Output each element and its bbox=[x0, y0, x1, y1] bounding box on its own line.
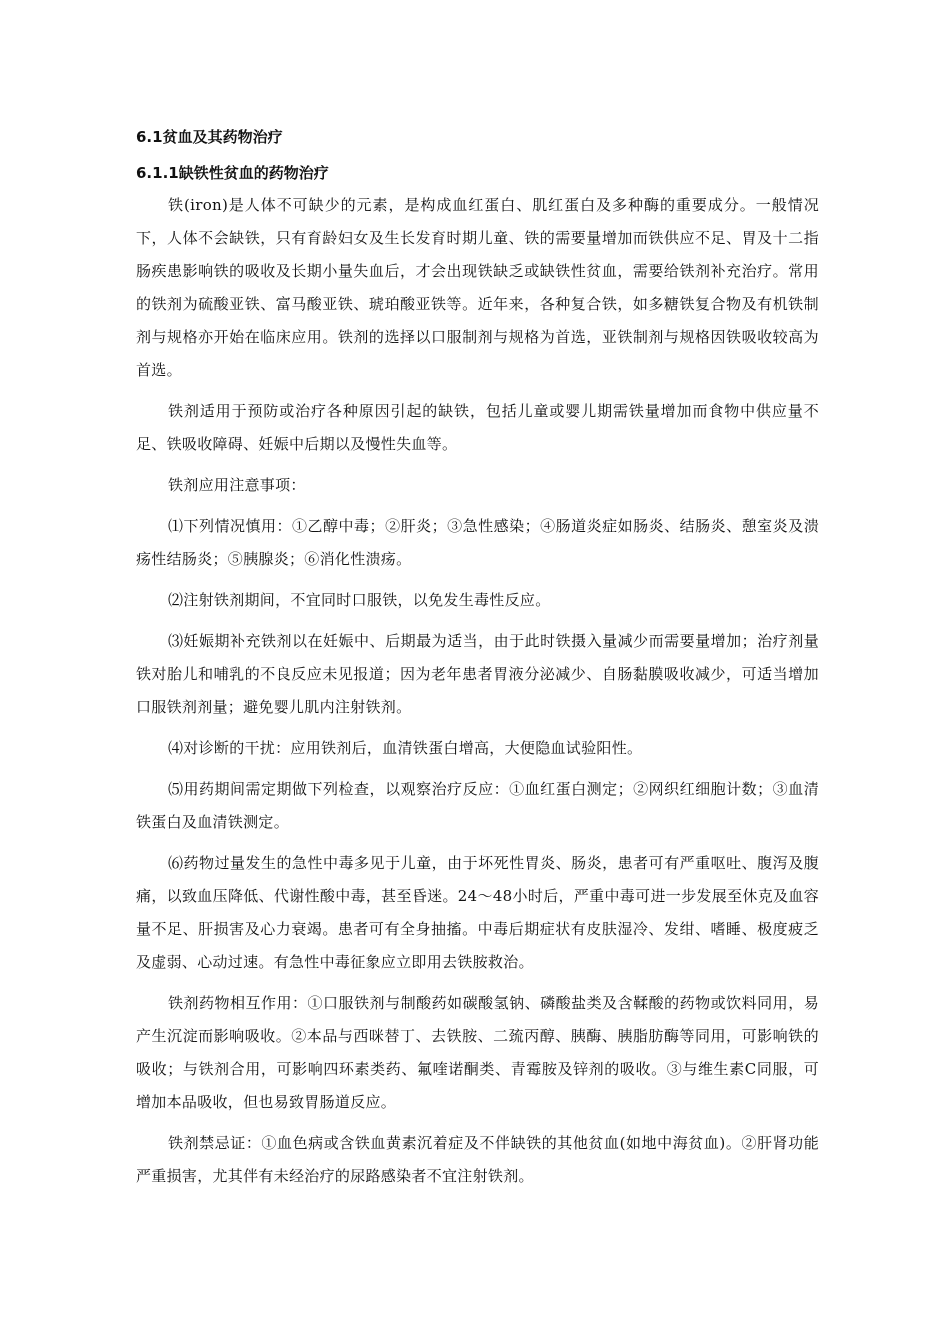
paragraph-precaution-1: ⑴下列情况慎用：①乙醇中毒；②肝炎；③急性感染；④肠道炎症如肠炎、结肠炎、憩室炎及溃疡性结肠炎；⑤胰腺炎；⑥消化性溃疡。 bbox=[136, 517, 819, 568]
paragraph-indications: 铁剂适用于预防或治疗各种原因引起的缺铁，包括儿童或婴儿期需铁量增加而食物中供应量不足、铁吸收障碍、妊娠中后期以及慢性失血等。 bbox=[136, 402, 819, 453]
paragraph-interactions: 铁剂药物相互作用：①口服铁剂与制酸药如碳酸氢钠、磷酸盐类及含鞣酸的药物或饮料同用，易产生沉淀而影响吸收。②本品与西咪替丁、去铁胺、二巯丙醇、胰酶、胰脂肪酶等同用，可影响铁的吸收；与铁剂合用，可影响四环素类药、氟喹诺酮类、青霉胺及锌剂的吸收。③与维生素C同服，可增加本品吸收，但也易致胃肠道反应。 bbox=[136, 994, 819, 1111]
paragraph-precaution-4: ⑷对诊断的干扰：应用铁剂后，血清铁蛋白增高，大便隐血试验阳性。 bbox=[168, 739, 643, 757]
paragraph-precaution-3: ⑶妊娠期补充铁剂以在妊娠中、后期最为适当，由于此时铁摄入量减少而需要量增加；治疗剂量铁对胎儿和哺乳的不良反应未见报道；因为老年患者胃液分泌减少、自肠黏膜吸收减少，可适当增加口服铁剂剂量；避免婴儿肌内注射铁剂。 bbox=[136, 632, 819, 716]
paragraph-precautions-title: 铁剂应用注意事项： bbox=[168, 476, 306, 494]
section-heading: 6.1贫血及其药物治疗 bbox=[136, 128, 283, 146]
subsection-heading: 6.1.1缺铁性贫血的药物治疗 bbox=[136, 164, 329, 182]
paragraph-precaution-5: ⑸用药期间需定期做下列检查，以观察治疗反应：①血红蛋白测定；②网织红细胞计数；③血清铁蛋白及血清铁测定。 bbox=[136, 780, 819, 831]
paragraph-contraindications: 铁剂禁忌证：①血色病或含铁血黄素沉着症及不伴缺铁的其他贫血(如地中海贫血)。②肝肾功能严重损害，尤其伴有未经治疗的尿路感染者不宜注射铁剂。 bbox=[136, 1134, 819, 1185]
paragraph-precaution-2: ⑵注射铁剂期间，不宜同时口服铁，以免发生毒性反应。 bbox=[168, 591, 551, 609]
paragraph-iron-intro: 铁(iron)是人体不可缺少的元素，是构成血红蛋白、肌红蛋白及多种酶的重要成分。一般情况下，人体不会缺铁，只有育龄妇女及生长发育时期儿童、铁的需要量增加而铁供应不足、胃及十二指肠疾患影响铁的吸收及长期小量失血后，才会出现铁缺乏或缺铁性贫血，需要给铁剂补充治疗。常用的铁剂为硫酸亚铁、富马酸亚铁、琥珀酸亚铁等。近年来，各种复合铁，如多糖铁复合物及有机铁制剂与规格亦开始在临床应用。铁剂的选择以口服制剂与规格为首选，亚铁制剂与规格因铁吸收较高为首选。 bbox=[136, 196, 819, 379]
paragraph-precaution-6: ⑹药物过量发生的急性中毒多见于儿童，由于坏死性胃炎、肠炎，患者可有严重呕吐、腹泻及腹痛，以致血压降低、代谢性酸中毒，甚至昏迷。24～48小时后，严重中毒可进一步发展至休克及血容量不足、肝损害及心力衰竭。患者可有全身抽搐。中毒后期症状有皮肤湿冷、发绀、嗜睡、极度疲乏及虚弱、心动过速。有急性中毒征象应立即用去铁胺救治。 bbox=[136, 854, 819, 971]
